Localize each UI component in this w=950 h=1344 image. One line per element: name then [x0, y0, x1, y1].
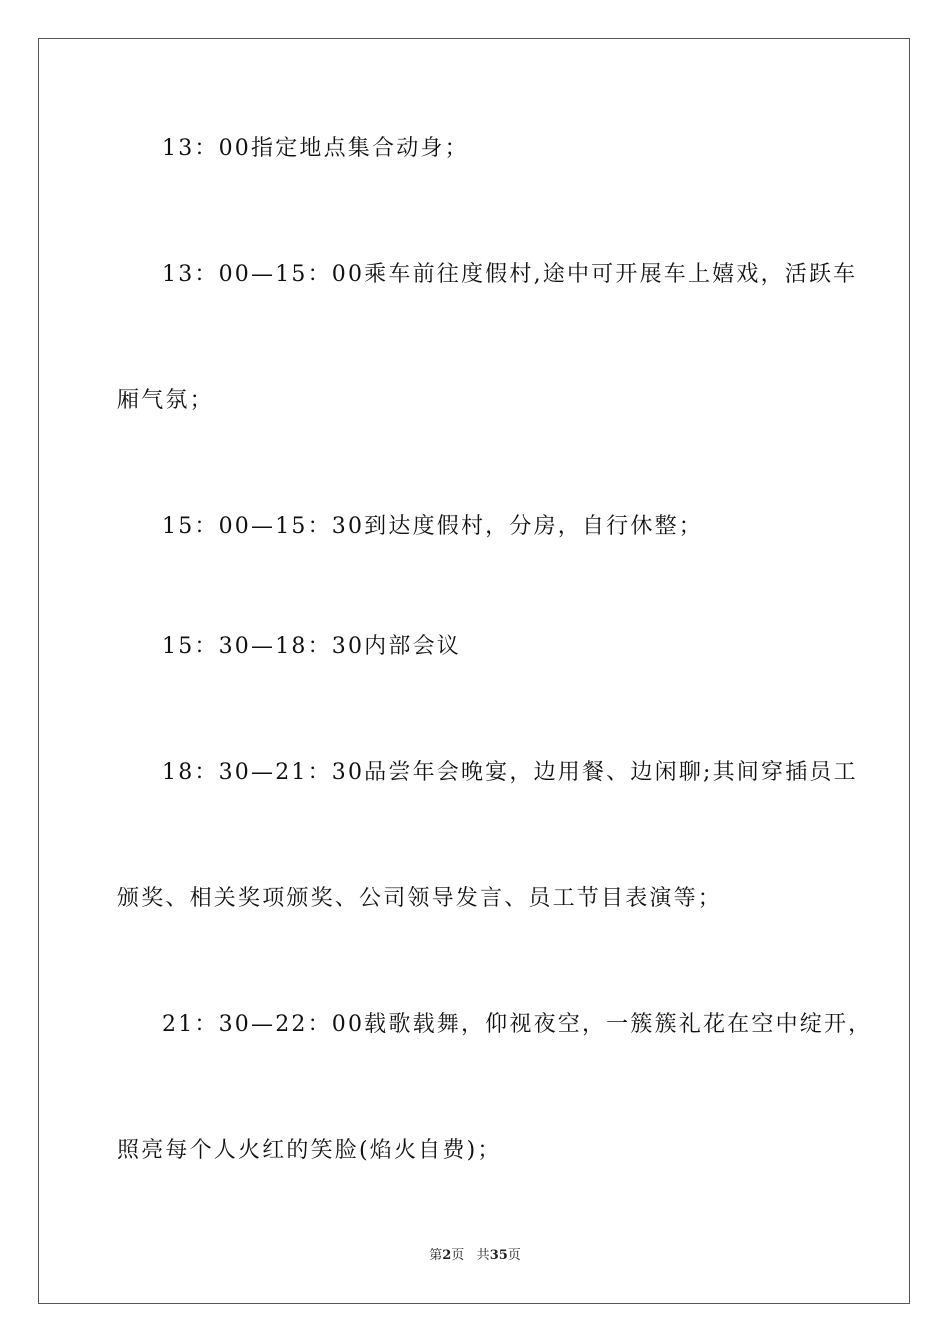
schedule-line-6-continued: 照亮每个人火红的笑脸(焰火自费)； — [117, 1138, 502, 1163]
page-frame — [38, 38, 910, 1304]
schedule-line-1: 13：00指定地点集合动身； — [162, 136, 469, 161]
footer-page-prefix: 第 — [429, 1248, 443, 1263]
footer-total-prefix: 共 — [476, 1248, 490, 1263]
schedule-line-2: 13：00—15：00乘车前往度假村,途中可开展车上嬉戏，活跃车 — [162, 262, 858, 287]
schedule-line-2-continued: 厢气氛； — [117, 388, 214, 413]
footer-page-suffix: 页 — [451, 1248, 465, 1263]
footer-page-number: 2 — [442, 1248, 452, 1263]
schedule-line-4: 15：30—18：30内部会议 — [162, 634, 461, 659]
schedule-line-6: 21：30—22：00载歌载舞，仰视夜空，一簇簇礼花在空中绽开， — [162, 1012, 873, 1037]
schedule-line-3: 15：00—15：30到达度假村，分房，自行休整； — [162, 514, 703, 539]
footer-total-pages: 35 — [489, 1248, 508, 1263]
schedule-line-5: 18：30—21：30品尝年会晚宴，边用餐、边闲聊;其间穿插员工 — [162, 760, 858, 785]
schedule-line-5-continued: 颁奖、相关奖项颁奖、公司领导发言、员工节目表演等； — [117, 886, 723, 911]
footer-total-suffix: 页 — [507, 1248, 521, 1263]
page-footer — [0, 1247, 950, 1265]
